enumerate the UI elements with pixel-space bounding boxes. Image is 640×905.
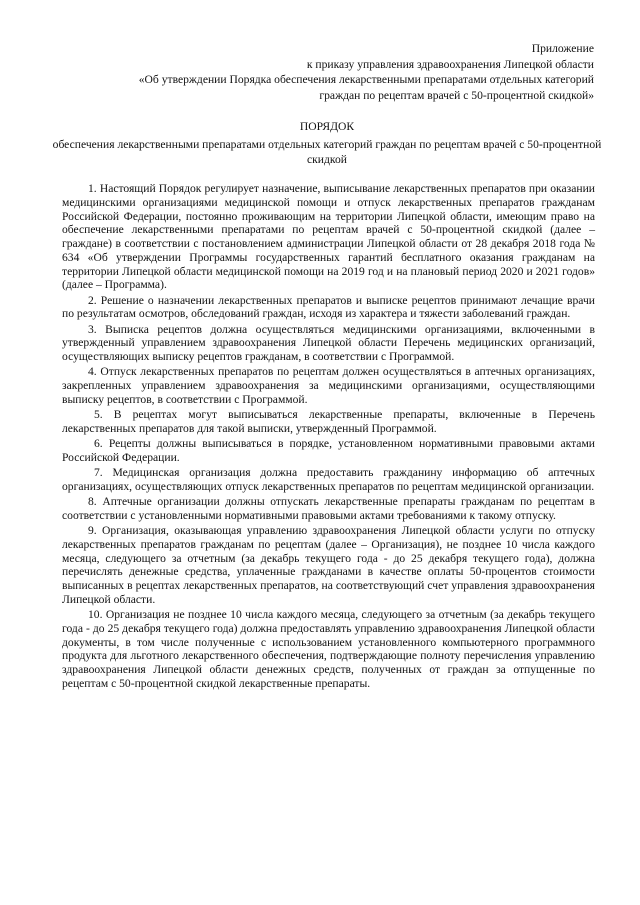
paragraph-8: 8. Аптечные организации должны отпускать лекарственные препараты гражданам по рецептам в соответствии с установленными нормативными правовыми актами требованиями к такому отпуску. (62, 495, 595, 522)
appendix-order-title-line1: «Об утверждении Порядка обеспечения лекарственными препаратами отдельных категорий (138, 73, 594, 86)
paragraph-1: 1. Настоящий Порядок регулирует назначение, выписывание лекарственных препаратов при оказании медицинскими организациями медицинской помощи и отпуск лекарственных препаратов гражданам Российской Федерации, постоянно проживающим на территории Липецкой области, имеющим право на обеспечение лекарственными препаратами по рецептам врачей с 50-процентной скидкой (далее – граждане) в соответствии с постановлением администрации Липецкой области от 28 декабря 2018 года № 634 «Об утверждении Программы государственных гарантий бесплатного оказания гражданам на территории Липецкой области медицинской помощи на 2019 год и на плановый период 2020 и 2021 годов» (далее – Программа). (62, 182, 595, 292)
document-body (62, 182, 595, 692)
paragraph-7: 7. Медицинская организация должна предоставить гражданину информацию об аптечных организациях, осуществляющих отпуск лекарственных препаратов по рецептам медицинской организации. (62, 466, 595, 493)
paragraph-9: 9. Организация, оказывающая управлению здравоохранения Липецкой области услуги по отпуску лекарственных препаратов гражданам по рецептам (далее – Организация), не позднее 10 числа каждого месяца, следующего за отчетным (за декабрь текущего года - до 25 декабря текущего года), должна перечислять денежные средства, уплаченные гражданами в качестве оплаты 50-процентов стоимости выписанных в рецептах лекарственных препаратов, на соответствующий счет управления здравоохранения Липецкой области. (62, 524, 595, 606)
appendix-header (54, 41, 594, 103)
appendix-label: Приложение (531, 42, 594, 55)
paragraph-2: 2. Решение о назначении лекарственных препаратов и выписке рецептов принимают лечащие врачи по результатам осмотров, обследований граждан, исходя из характера и тяжести заболеваний граждан. (62, 293, 595, 321)
document-subtitle: обеспечения лекарственными препаратами отдельных категорий граждан по рецептам врачей с 50-процентной скидкой (52, 137, 602, 166)
paragraph-4: 4. Отпуск лекарственных препаратов по рецептам должен осуществляться в аптечных организациях, закрепленных управлением здравоохранения за медицинскими организациями, осуществляющими выписку рецептов, в соответствии с Программой. (62, 365, 595, 406)
paragraph-10: 10. Организация не позднее 10 числа каждого месяца, следующего за отчетным (за декабрь текущего года - до 25 декабря текущего года) должна предоставлять управлению здравоохранения Липецкой области документы, в том числе полученные с использованием установленного компьютерного программного продукта для льготного лекарственного обеспечения, подтверждающие полноту перечисления управлению здравоохранения Липецкой области денежных средств, полученных от граждан за отпущенные по рецептам с 50-процентной скидкой лекарственные препараты. (62, 608, 595, 690)
document-title-block (52, 119, 602, 168)
paragraph-5: 5. В рецептах могут выписываться лекарственные препараты, включенные в Перечень лекарственных препаратов для такой выписки, утвержденный Программой. (62, 408, 595, 435)
paragraph-3: 3. Выписка рецептов должна осуществляться медицинскими организациями, включенными в утвержденный управлением здравоохранения Липецкой области Перечень медицинских организаций, осуществляющих выписку рецептов гражданам, в соответствии с Программой. (62, 322, 595, 363)
paragraph-6: 6. Рецепты должны выписываться в порядке, установленном нормативными правовыми актами Российской Федерации. (62, 437, 595, 464)
appendix-order-title-line2: граждан по рецептам врачей с 50-процентной скидкой» (319, 88, 594, 102)
document-heading: ПОРЯДОК (299, 120, 355, 133)
appendix-order-reference: к приказу управления здравоохранения Липецкой области (306, 57, 594, 71)
